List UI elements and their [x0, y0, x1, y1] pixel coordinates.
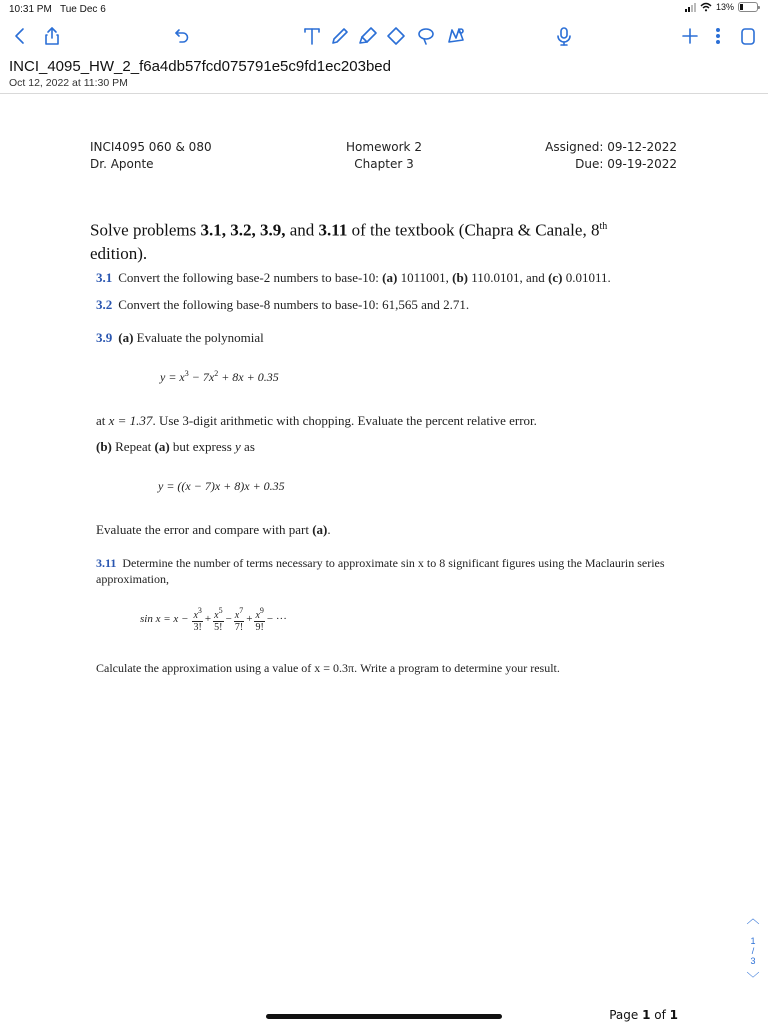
problem-number: 3.1	[96, 270, 113, 285]
due-date: Due: 09-19-2022	[575, 157, 677, 171]
part-label: (c)	[548, 270, 563, 285]
instructions-problem-last: 3.11	[318, 220, 348, 240]
chapter-title: Chapter 3	[354, 157, 414, 171]
document-title: INCI_4095_HW_2_f6a4db57fcd075791e5c9fd1ec203bed	[9, 58, 391, 75]
equation-exponent: 2	[214, 369, 219, 378]
problem-text: 1011001,	[397, 270, 453, 285]
wifi-icon	[700, 2, 712, 12]
problem-text: Evaluate the polynomial	[133, 330, 264, 345]
chevron-up-icon[interactable]: ︿	[746, 911, 760, 926]
home-indicator[interactable]	[266, 1014, 502, 1019]
nested-equation: y = ((x − 7)x + 8)x + 0.35	[158, 479, 285, 493]
series-term	[213, 605, 223, 633]
series-operator: +	[204, 613, 212, 625]
problem-text: as	[240, 439, 255, 454]
status-day: Tue Dec 6	[60, 4, 106, 15]
course-name: INCI4095 060 & 080	[90, 140, 212, 154]
problem-text: 110.0101, and	[468, 270, 549, 285]
equation-part: − 7x	[188, 370, 215, 384]
term-factorial: 3!	[193, 622, 202, 633]
page-navigator	[744, 912, 762, 986]
text-tool-icon[interactable]	[300, 24, 324, 48]
page-total: 1	[669, 1008, 678, 1022]
homework-header	[300, 139, 468, 173]
x-value: x = 1.37	[108, 413, 153, 428]
problem-text: Repeat	[111, 439, 155, 454]
problem-text: at	[96, 413, 109, 428]
toolbar	[0, 20, 768, 52]
problem-3-9-part-b	[96, 439, 255, 455]
battery-icon	[738, 2, 758, 12]
instructions-problems: 3.1, 3.2, 3.9,	[200, 220, 286, 240]
series-lead: sin x = x −	[140, 613, 189, 625]
eraser-icon[interactable]	[384, 24, 408, 48]
part-label: (b)	[96, 439, 112, 454]
dates-header	[545, 139, 677, 173]
problem-text: . Use 3-digit arithmetic with chopping. Evaluate the percent relative error.	[152, 413, 537, 428]
lasso-icon[interactable]	[414, 24, 438, 48]
homework-title: Homework 2	[346, 140, 422, 154]
series-term	[254, 605, 264, 633]
problem-3-1	[96, 270, 611, 286]
part-label: (a)	[118, 330, 134, 345]
term-factorial: 5!	[214, 622, 223, 633]
equation-exponent: 3	[184, 369, 189, 378]
part-label: (a)	[312, 522, 328, 537]
nav-total-pages: 3	[750, 956, 756, 966]
chevron-down-icon[interactable]: ﹀	[746, 971, 760, 986]
microphone-icon[interactable]	[552, 24, 576, 48]
instructions-edition: edition).	[90, 243, 148, 263]
problem-text: 0.01011.	[562, 270, 611, 285]
term-base: x	[214, 610, 219, 621]
problem-text: .	[327, 522, 331, 537]
term-factorial: 7!	[234, 622, 244, 633]
part-label: (b)	[452, 270, 469, 285]
instructions-text: Solve problems	[90, 220, 201, 240]
series-term	[234, 605, 244, 633]
term-base: x	[193, 610, 198, 621]
problem-3-9-condition	[96, 413, 537, 429]
instructions	[90, 215, 690, 265]
term-base: x	[255, 610, 260, 621]
edition-superscript: th	[599, 221, 608, 232]
term-exponent: 3	[197, 606, 202, 615]
series-operator: −	[225, 613, 232, 625]
variable: y	[235, 439, 241, 454]
equation-part: y = x	[160, 370, 185, 384]
series-operator: +	[246, 613, 253, 625]
share-icon[interactable]	[40, 24, 64, 48]
battery-percent: 13%	[715, 2, 734, 12]
term-exponent: 7	[239, 606, 244, 615]
problem-3-9	[96, 330, 264, 346]
page-number: 1	[642, 1008, 651, 1022]
page-icon[interactable]	[736, 24, 760, 48]
part-label: (a)	[154, 439, 170, 454]
nav-slash: /	[751, 946, 755, 956]
instructor-name: Dr. Aponte	[90, 157, 154, 171]
document-date: Oct 12, 2022 at 11:30 PM	[9, 77, 128, 89]
problem-3-11-calculate: Calculate the approximation using a value of x = 0.3π. Write a program to determine your result.	[96, 661, 560, 675]
more-icon[interactable]	[706, 24, 730, 48]
part-label: (a)	[382, 270, 398, 285]
term-exponent: 9	[259, 606, 264, 615]
back-chevron-icon[interactable]	[8, 24, 32, 48]
instructions-and: and	[285, 220, 319, 240]
problem-text: Convert the following base-2 numbers to base-10:	[118, 270, 383, 285]
highlighter-icon[interactable]	[356, 24, 380, 48]
status-time: 10:31 PM	[9, 4, 52, 15]
status-right	[685, 2, 758, 12]
series-operator: − ···	[266, 613, 287, 625]
instructions-textbook: of the textbook (Chapra & Canale, 8	[347, 220, 600, 240]
undo-icon[interactable]	[170, 24, 194, 48]
problem-number: 3.2	[96, 297, 113, 312]
problem-text: Evaluate the error and compare with part	[96, 522, 313, 537]
term-exponent: 5	[218, 606, 223, 615]
maclaurin-series	[140, 605, 287, 633]
page-indicator	[609, 1008, 678, 1022]
equation-part: + 8x + 0.35	[218, 370, 279, 384]
status-bar	[0, 0, 768, 20]
signal-icon	[685, 3, 696, 12]
polynomial-equation	[160, 369, 279, 385]
page-of: of	[650, 1008, 670, 1022]
problem-number: 3.9	[96, 330, 113, 345]
problem-3-11	[96, 555, 718, 587]
add-icon[interactable]	[678, 24, 702, 48]
problem-text: Convert the following base-8 numbers to base-10: 61,565 and 2.71.	[118, 297, 470, 312]
problem-text: Determine the number of terms necessary to approximate sin x to 8 significant figures using the Maclaurin series approximation,	[96, 556, 665, 586]
problem-text: but express	[169, 439, 236, 454]
assigned-date: Assigned: 09-12-2022	[545, 140, 677, 154]
term-base: x	[234, 610, 240, 621]
problem-3-2	[96, 297, 469, 313]
problem-number: 3.11	[96, 556, 117, 570]
course-header	[90, 139, 212, 173]
series-term	[192, 605, 202, 633]
shape-icon[interactable]	[444, 24, 468, 48]
pen-icon[interactable]	[328, 24, 352, 48]
problem-3-9-evaluate	[96, 522, 331, 538]
nav-current-page: 1	[750, 936, 756, 946]
pdf-page[interactable]	[0, 94, 768, 1024]
page-label: Page	[609, 1008, 643, 1022]
term-factorial: 9!	[255, 622, 264, 633]
